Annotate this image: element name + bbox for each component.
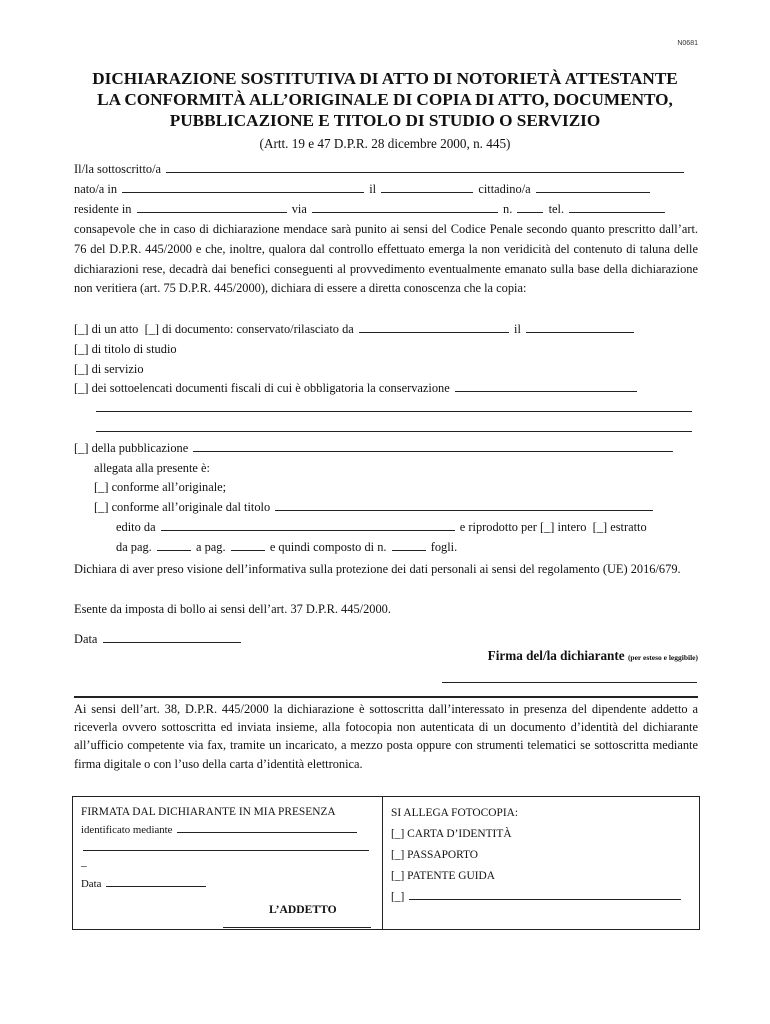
opt-fiscali-label: dei sottoelencati documenti fiscali di cui è obbligatoria la conservazione (91, 381, 450, 396)
addetto-label: L’ADDETTO (269, 903, 337, 916)
opt-atto-label: di un atto (91, 322, 139, 336)
title-line-1: DICHIARAZIONE SOSTITUTIVA DI ATTO DI NOTORIETÀ ATTESTANTE (92, 69, 678, 88)
estratto-label: estratto (610, 519, 647, 534)
office-data-label: Data (81, 878, 102, 890)
da-pag-label: da pag. (116, 539, 152, 554)
il-label: il (369, 181, 377, 196)
residenza-field[interactable] (137, 201, 287, 213)
titolo-field[interactable] (275, 499, 653, 511)
office-data-field[interactable] (106, 875, 206, 887)
checkbox-intero[interactable]: [_] (539, 519, 555, 534)
option-fiscali (74, 379, 698, 399)
signature-label (488, 648, 698, 664)
option-patente (391, 866, 691, 887)
pubblicazione-field[interactable] (193, 440, 673, 452)
divider-rule (74, 696, 698, 698)
title-line-3: PUBBLICAZIONE E TITOLO DI STUDIO O SERVIZIO (169, 111, 601, 130)
opt-pubblicazione-label: della pubblicazione (91, 440, 189, 455)
row-residenza (74, 200, 698, 220)
fiscali-field-2[interactable] (96, 400, 692, 412)
a-pag-label: a pag. (196, 539, 226, 554)
legal-note: Ai sensi dell’art. 38, D.P.R. 445/2000 la dichiarazione è sottoscritta dall’interessato in presenza del dipendente addetto a riceverla ovvero sottoscritta ed inviata insieme, alla fotocopia non autenticata di un documento d’identità del dichiarante all’ufficio competente via fax, tramite un incaricato, a mezzo posta oppure con strumenti telematici se sottoscritta mediante firma digitale o con l’uso della carta d’identità elettronica. (74, 702, 698, 771)
cittadino-label: cittadino/a (478, 181, 531, 196)
opt-titolo-studio-label: di titolo di studio (91, 341, 177, 356)
passaporto-label: PASSAPORTO (407, 849, 479, 861)
checkbox-atto[interactable]: [_] (74, 322, 89, 336)
opt-il-label: il (514, 322, 521, 336)
form-code: N0681 (677, 40, 698, 47)
fiscali-extra-line-2 (74, 419, 698, 439)
carta-label: CARTA D’IDENTITÀ (407, 828, 512, 840)
sottoscritto-field[interactable] (166, 161, 684, 173)
consapevole-paragraph: consapevole che in caso di dichiarazione mendace sarà punito ai sensi del Codice Penale secondo quanto prescritto dall’art. 76 del D.P.R. 445/2000 e che, inoltre, qualora dal controllo effettuato emerga la non veridicità del contenuto di taluna delle dichiarazioni rese, decadrà dai benefici conseguenti al provvedimento eventualmente emanato sulla base della dichiarazione non veritiera (art. 75 D.P.R. 445/2000), dichiara di essere a diretta conoscenza che la copia: (74, 222, 698, 296)
residente-label: residente in (74, 201, 132, 216)
conforme-titolo-label: conforme all’originale dal titolo (111, 500, 271, 515)
tel-label: tel. (548, 201, 565, 216)
via-field[interactable] (312, 201, 498, 213)
privacy-paragraph: Dichiara di aver preso visione dell’informativa sulla protezione dei dati personali ai sensi del regolamento (UE) 2016/679. (74, 562, 681, 576)
data-row (74, 630, 698, 650)
fiscali-extra-line-1 (74, 399, 698, 419)
luogo-nascita-field[interactable] (122, 181, 364, 193)
checkbox-titolo-studio[interactable]: [_] (74, 341, 89, 356)
document-title (60, 68, 710, 131)
checkbox-conforme-titolo[interactable]: [_] (94, 500, 109, 515)
checkbox-passaporto[interactable]: [_] (391, 849, 405, 861)
civico-field[interactable] (517, 201, 543, 213)
firmata-title: FIRMATA DAL DICHIARANTE IN MIA PRESENZA (81, 806, 336, 818)
row-nascita (74, 180, 698, 200)
checkbox-altro[interactable]: [_] (391, 891, 405, 903)
checkbox-documento[interactable]: [_] (144, 322, 160, 336)
altro-field[interactable] (409, 888, 681, 900)
edito-da-label: edito da (116, 519, 156, 534)
n-label: n. (503, 201, 513, 216)
cittadinanza-field[interactable] (536, 181, 650, 193)
row-sottoscritto (74, 160, 698, 180)
checkbox-carta[interactable]: [_] (391, 828, 405, 840)
checkbox-patente[interactable]: [_] (391, 870, 405, 882)
office-box-right (383, 797, 699, 929)
telefono-field[interactable] (569, 201, 665, 213)
data-label: Data (74, 632, 98, 646)
checkbox-fiscali[interactable]: [_] (74, 381, 89, 396)
office-box-left (73, 797, 383, 929)
signature-line[interactable] (442, 682, 697, 683)
option-altro (391, 887, 691, 908)
fiscali-field[interactable] (455, 380, 637, 392)
identificato-label: identificato mediante (81, 824, 173, 836)
signature-note: (per esteso e leggibile) (627, 653, 698, 662)
fogli-label: fogli. (430, 539, 458, 554)
edito-line (74, 518, 698, 538)
data-field[interactable] (103, 631, 241, 643)
office-data-row (81, 875, 374, 893)
checkbox-estratto[interactable]: [_] (592, 519, 608, 534)
option-atto-documento (74, 320, 698, 340)
option-servizio (74, 360, 698, 380)
editore-field[interactable] (161, 519, 455, 531)
option-titolo-studio (74, 340, 698, 360)
data-nascita-field[interactable] (381, 181, 473, 193)
sottoscritto-label: Il/la sottoscritto/a (74, 162, 162, 176)
a-pag-field[interactable] (231, 539, 265, 551)
checkbox-conforme-originale[interactable]: [_] (94, 480, 109, 495)
fogli-field[interactable] (392, 539, 426, 551)
option-pubblicazione (74, 439, 698, 459)
option-conforme-titolo (74, 498, 698, 518)
identificato-row (81, 821, 374, 839)
identificato-field[interactable] (177, 821, 357, 833)
addetto-signature-line[interactable] (223, 927, 371, 928)
via-label: via (291, 201, 307, 216)
checkbox-pubblicazione[interactable]: [_] (74, 440, 89, 455)
document-subtitle: (Artt. 19 e 47 D.P.R. 28 dicembre 2000, n. 445) (259, 136, 511, 151)
composto-label: e quindi composto di n. (269, 539, 387, 554)
fiscali-field-3[interactable] (96, 420, 692, 432)
copy-options-section (74, 320, 698, 558)
conforme-originale-label: conforme all’originale; (111, 480, 227, 495)
signature-title: Firma del/la dichiarante (487, 648, 625, 663)
rilasciato-da-field[interactable] (359, 321, 509, 333)
riprodotto-label: e riprodotto per (459, 519, 537, 534)
office-box (72, 796, 700, 930)
opt-documento-label: di documento: conservato/rilasciato da (162, 322, 354, 336)
allega-title: SI ALLEGA FOTOCOPIA: (391, 807, 518, 819)
data-rilascio-field[interactable] (526, 321, 634, 333)
pagine-line (74, 538, 698, 558)
patente-label: PATENTE GUIDA (407, 870, 496, 882)
opt-servizio-label: di servizio (91, 361, 144, 376)
nato-label: nato/a in (74, 181, 118, 196)
identificato-field-2[interactable] (83, 839, 369, 851)
personal-data-section (74, 160, 698, 219)
title-line-2: LA CONFORMITÀ ALL’ORIGINALE DI COPIA DI ATTO, DOCUMENTO, (97, 90, 673, 109)
da-pag-field[interactable] (157, 539, 191, 551)
bollo-paragraph: Esente da imposta di bollo ai sensi dell’art. 37 D.P.R. 445/2000. (74, 602, 391, 616)
option-carta (391, 824, 691, 845)
dash-row: – (81, 860, 87, 872)
allegata-line: allegata alla presente è: (94, 460, 210, 475)
option-conforme-originale (74, 478, 698, 498)
option-passaporto (391, 845, 691, 866)
intero-label: intero (557, 519, 587, 534)
identificato-extra-row (81, 839, 374, 857)
checkbox-servizio[interactable]: [_] (74, 361, 89, 376)
